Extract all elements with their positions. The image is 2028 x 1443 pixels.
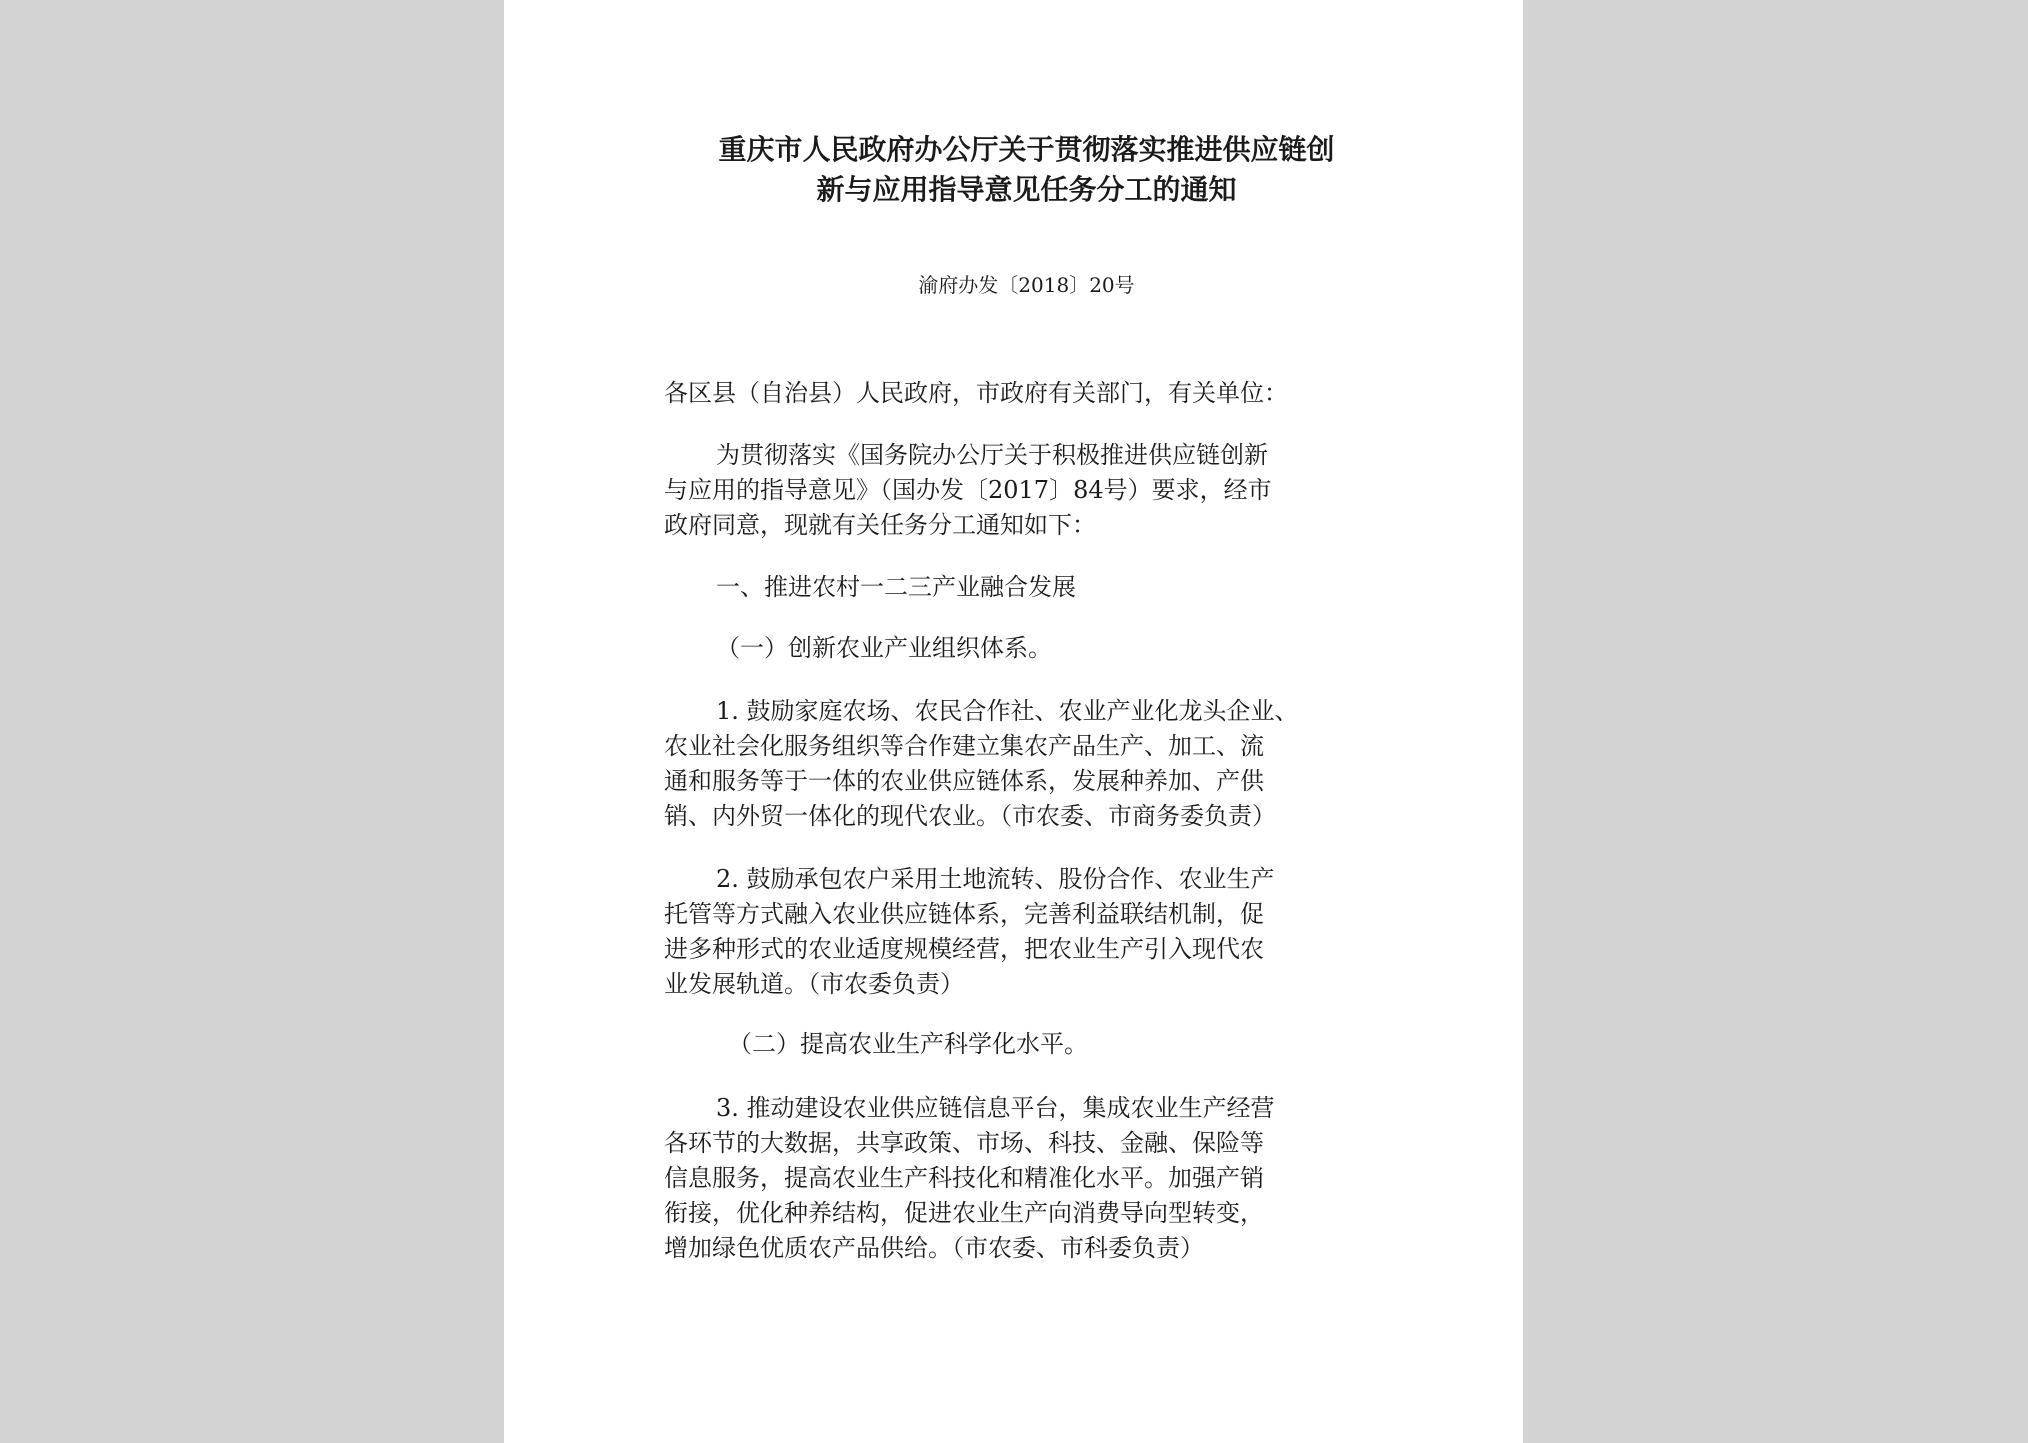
paragraph-line: 托管等方式融入农业供应链体系，完善利益联结机制，促	[664, 900, 1264, 928]
salutation-text: 各区县（自治县）人民政府，市政府有关部门，有关单位：	[664, 379, 1288, 407]
paragraph-line: 各环节的大数据，共享政策、市场、科技、金融、保险等	[664, 1129, 1264, 1157]
paragraph-line: 农业社会化服务组织等合作建立集农产品生产、加工、流	[664, 732, 1264, 760]
paragraph-line: 政府同意，现就有关任务分工通知如下：	[664, 511, 1096, 539]
subheading-text: （一）创新农业产业组织体系。	[716, 634, 1052, 662]
paragraph-line: 衔接，优化种养结构，促进农业生产向消费导向型转变，	[664, 1199, 1264, 1227]
title-line: 新与应用指导意见任务分工的通知	[816, 173, 1237, 206]
paragraph-line: 2. 鼓励承包农户采用土地流转、股份合作、农业生产	[716, 865, 1275, 893]
salutation	[664, 376, 1389, 411]
paragraph-line: 通和服务等于一体的农业供应链体系，发展种养加、产供	[664, 767, 1264, 795]
subsection-heading	[664, 631, 1389, 666]
paragraph-line: 业发展轨道。（市农委负责）	[664, 970, 964, 998]
paragraph-line: 3. 推动建设农业供应链信息平台，集成农业生产经营	[716, 1094, 1275, 1122]
paragraph-line: 进多种形式的农业适度规模经营，把农业生产引入现代农	[664, 935, 1264, 963]
paragraph-line: 销、内外贸一体化的现代农业。（市农委、市商务委负责）	[664, 802, 1276, 830]
subheading-text: （二）提高农业生产科学化水平。	[728, 1030, 1088, 1058]
paragraph-line: 与应用的指导意见》（国办发〔2017〕84号）要求，经市	[664, 476, 1272, 504]
subsection-heading	[664, 1027, 1389, 1062]
document-page	[504, 0, 1523, 1443]
item-paragraph	[664, 1091, 1389, 1266]
intro-paragraph	[664, 438, 1389, 543]
item-paragraph	[664, 862, 1389, 1002]
paragraph-line: 增加绿色优质农产品供给。（市农委、市科委负责）	[664, 1234, 1204, 1262]
heading-text: 一、推进农村一二三产业融合发展	[716, 573, 1076, 601]
title-line: 重庆市人民政府办公厅关于贯彻落实推进供应链创	[718, 133, 1335, 166]
paragraph-line: 为贯彻落实《国务院办公厅关于积极推进供应链创新	[716, 441, 1268, 469]
section-heading	[664, 570, 1389, 605]
item-paragraph	[664, 694, 1389, 834]
document-number: 渝府办发〔2018〕20号	[918, 273, 1135, 297]
paragraph-line: 信息服务，提高农业生产科技化和精准化水平。加强产销	[664, 1164, 1264, 1192]
paragraph-line: 1. 鼓励家庭农场、农民合作社、农业产业化龙头企业、	[716, 697, 1299, 725]
document-title	[664, 130, 1389, 210]
